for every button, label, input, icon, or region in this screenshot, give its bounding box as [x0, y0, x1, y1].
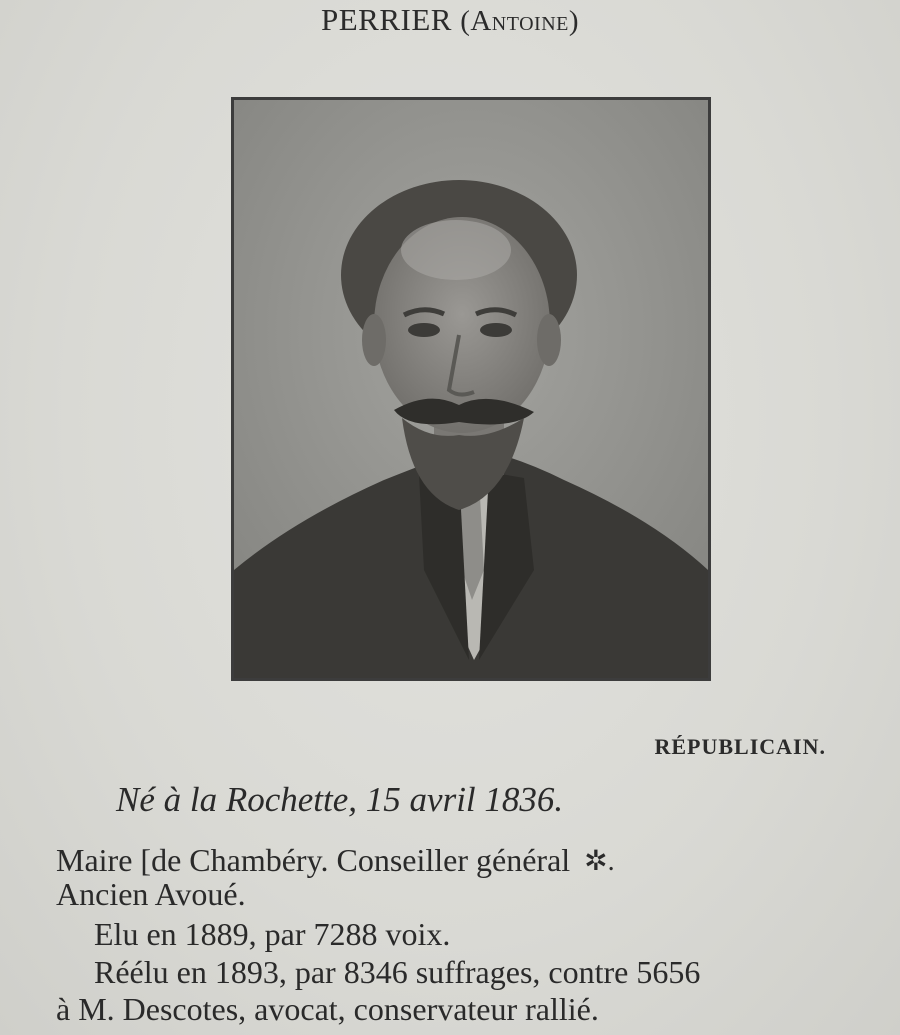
given-name: (Antoine): [460, 5, 580, 37]
bio-line-3: Elu en 1889, par 7288 voix.: [94, 916, 451, 952]
portrait-photograph: [231, 97, 711, 681]
bio-line-1-text: Maire [de Chambéry. Conseiller général: [56, 842, 571, 878]
legion-honneur-icon: ✲.: [584, 846, 615, 877]
bio-line-4: Réélu en 1893, par 8346 suffrages, contre 5656: [94, 954, 701, 990]
birth-line: Né à la Rochette, 15 avril 1836.: [116, 780, 564, 819]
bio-line-2: Ancien Avoué.: [56, 876, 246, 912]
political-affiliation: RÉPUBLICAIN.: [654, 734, 826, 759]
bio-line-1: [56, 842, 615, 879]
surname: PERRIER: [320, 2, 452, 37]
portrait-photo-icon: [234, 100, 708, 678]
bio-line-5: à M. Descotes, avocat, conservateur rallié.: [56, 991, 599, 1027]
page-heading: [0, 2, 900, 38]
